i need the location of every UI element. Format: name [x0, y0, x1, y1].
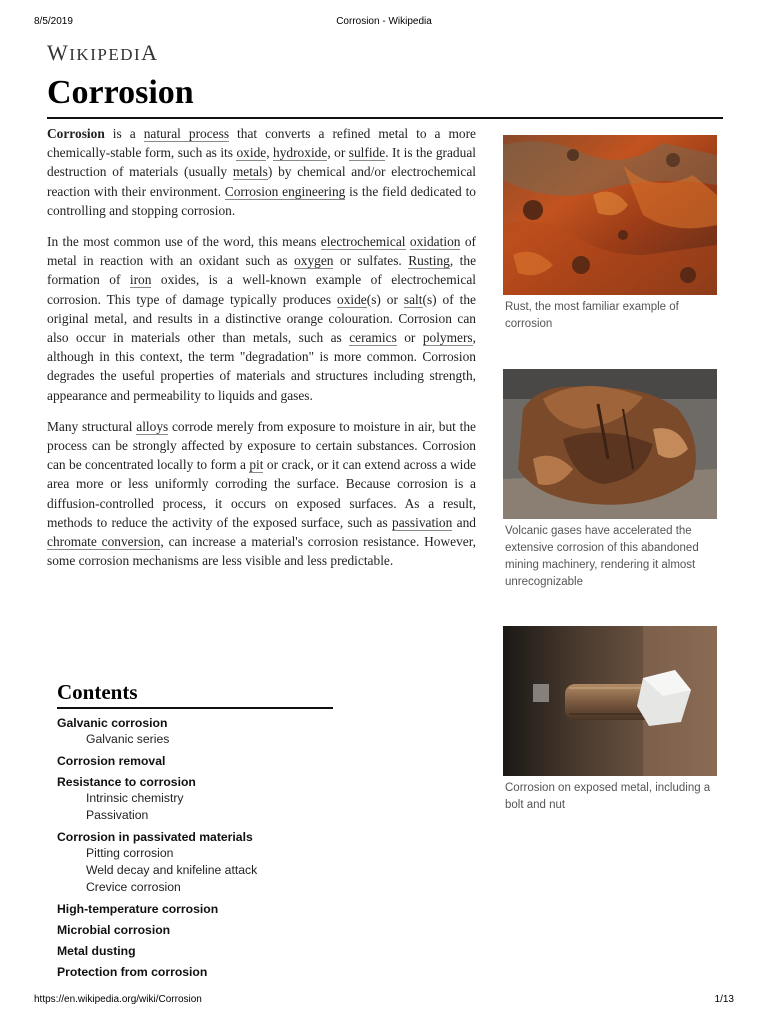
toc-section: [57, 964, 333, 980]
wordmark-ikipedi: IKIPEDI: [69, 45, 142, 64]
text-run: is the field dedicated to controlling and stopping corrosion.: [47, 183, 476, 218]
toc-sublist: [57, 731, 333, 748]
inline-link[interactable]: Corrosion engineering: [224, 183, 346, 199]
bolt-image[interactable]: [503, 626, 717, 776]
inline-link[interactable]: sulfide: [348, 145, 386, 161]
toc-sub-link[interactable]: Crevice corrosion: [86, 880, 181, 894]
toc-sub-link[interactable]: Galvanic series: [86, 732, 170, 746]
toc-link[interactable]: Metal dusting: [57, 944, 136, 958]
toc-sub-link[interactable]: Intrinsic chemistry: [86, 791, 184, 805]
inline-link[interactable]: oxygen: [294, 253, 334, 269]
paragraph-2: [47, 232, 476, 405]
text-run: , or: [327, 145, 349, 161]
toc-sublist: [57, 790, 333, 824]
inline-link[interactable]: oxide: [337, 291, 367, 307]
inline-link[interactable]: salt: [403, 291, 423, 307]
toc-section: [57, 715, 333, 748]
inline-link[interactable]: chromate conversion: [47, 534, 161, 550]
toc-link[interactable]: High-temperature corrosion: [57, 902, 219, 916]
print-date: 8/5/2019: [34, 16, 73, 27]
inline-link[interactable]: oxidation: [409, 234, 461, 250]
inline-link[interactable]: ceramics: [349, 330, 397, 346]
term-bold: Corrosion: [47, 126, 105, 141]
inline-link[interactable]: metals: [232, 164, 268, 180]
rust-caption: Rust, the most familiar example of corrosion: [505, 301, 679, 330]
print-header: [34, 16, 734, 30]
wordmark-a: A: [141, 40, 159, 65]
inline-link[interactable]: pit: [249, 457, 264, 473]
toc-link[interactable]: Microbial corrosion: [57, 923, 171, 937]
text-run: , although in this context, the term "degradation" is more common. Corrosion degrades the useful properties of materials and structures including strength, appearance and permeability to liquids and gases.: [47, 330, 477, 403]
figure-rust: [503, 135, 717, 333]
text-run: ,: [266, 145, 274, 161]
inline-link[interactable]: iron: [129, 272, 152, 288]
toc-link[interactable]: Protection from corrosion: [57, 965, 208, 979]
toc-section: [57, 943, 333, 959]
inline-link[interactable]: oxide: [236, 145, 267, 161]
text-run: or sulfates.: [333, 253, 409, 269]
text-run: ) by chemical and/or electrochemical reaction with their environment.: [47, 164, 477, 199]
toc-section: [57, 774, 333, 824]
toc-section: [57, 901, 333, 917]
toc-sub-link[interactable]: Passivation: [86, 808, 149, 822]
paragraph-1: [47, 124, 476, 220]
contents-title: Contents: [57, 680, 333, 709]
toc-sub-link[interactable]: Weld decay and knifeline attack: [86, 863, 258, 877]
print-url: https://en.wikipedia.org/wiki/Corrosion: [34, 994, 202, 1005]
wikipedia-wordmark[interactable]: [47, 40, 159, 66]
inline-link[interactable]: hydroxide: [273, 145, 328, 161]
text-run: and: [452, 514, 476, 530]
text-run: corrode merely from exposure to moisture in air, but the process can be strongly affected by exposure to certain substances. Corrosion can be concentrated locally to form a: [47, 418, 476, 473]
inline-link[interactable]: alloys: [136, 418, 169, 434]
toc-sub-link[interactable]: Pitting corrosion: [86, 846, 174, 860]
volcanic-caption: Volcanic gases have accelerated the extensive corrosion of this abandoned mining machinery, rendering it almost unrecognizable: [505, 525, 699, 588]
toc-section: [57, 922, 333, 938]
figure-bolt: [503, 626, 717, 814]
page-title: Corrosion: [47, 74, 194, 111]
rust-image[interactable]: [503, 135, 717, 295]
toc-link[interactable]: Corrosion removal: [57, 754, 166, 768]
paragraph-3: [47, 417, 476, 571]
figure-volcanic: [503, 369, 717, 591]
article-body: [47, 124, 476, 582]
text-run: . It is the gradual destruction of materials (usually: [47, 145, 476, 180]
toc-section: [57, 753, 333, 769]
table-of-contents: [57, 680, 333, 985]
text-run: or: [396, 330, 423, 346]
inline-link[interactable]: electrochemical: [320, 234, 406, 250]
inline-link[interactable]: natural process: [143, 126, 230, 141]
text-run: that converts a refined metal to a more chemically-stable form, such as its: [47, 126, 477, 161]
volcanic-machinery-image[interactable]: [503, 369, 717, 519]
inline-link[interactable]: Rusting: [408, 253, 450, 269]
text-run: (s) or: [366, 291, 404, 307]
toc-link[interactable]: Galvanic corrosion: [57, 716, 168, 730]
text-run: (s) of the original metal, and results in a distinctive orange colouration. Corrosion can also occur in materials other than metals, such as: [47, 291, 476, 346]
text-run: Many structural: [47, 418, 137, 434]
text-run: , can increase a material's corrosion resistance. However, some corrosion mechanisms are less visible and less predictable.: [47, 534, 476, 569]
text-run: , the formation of: [47, 253, 477, 288]
text-run: or crack, or it can extend across a wide area more or less uniformly corroding the surface. Because corrosion is a diffusion-controlled process, it occurs on exposed surfaces. As a result, methods to reduce the activity of the exposed surface, such as: [47, 457, 476, 530]
title-divider: [47, 117, 723, 119]
print-page-title: Corrosion - Wikipedia: [336, 16, 432, 27]
text-run: oxides, is a well-known example of electrochemical corrosion. This type of damage typically produces: [47, 272, 476, 307]
inline-link[interactable]: polymers: [422, 330, 473, 346]
text-run: of metal in reaction with an oxidant such as: [47, 234, 476, 269]
toc-list: [57, 715, 333, 980]
wordmark-w: W: [47, 40, 70, 65]
bolt-caption: Corrosion on exposed metal, including a bolt and nut: [505, 782, 711, 811]
text-run: is a: [104, 126, 144, 141]
toc-link[interactable]: Resistance to corrosion: [57, 775, 196, 789]
toc-section: [57, 829, 333, 896]
toc-link[interactable]: Corrosion in passivated materials: [57, 830, 253, 844]
inline-link[interactable]: passivation: [392, 514, 453, 530]
print-pager: 1/13: [714, 994, 734, 1005]
toc-sublist: [57, 845, 333, 896]
text-run: In the most common use of the word, this means: [47, 234, 321, 250]
print-footer: [34, 994, 734, 1008]
